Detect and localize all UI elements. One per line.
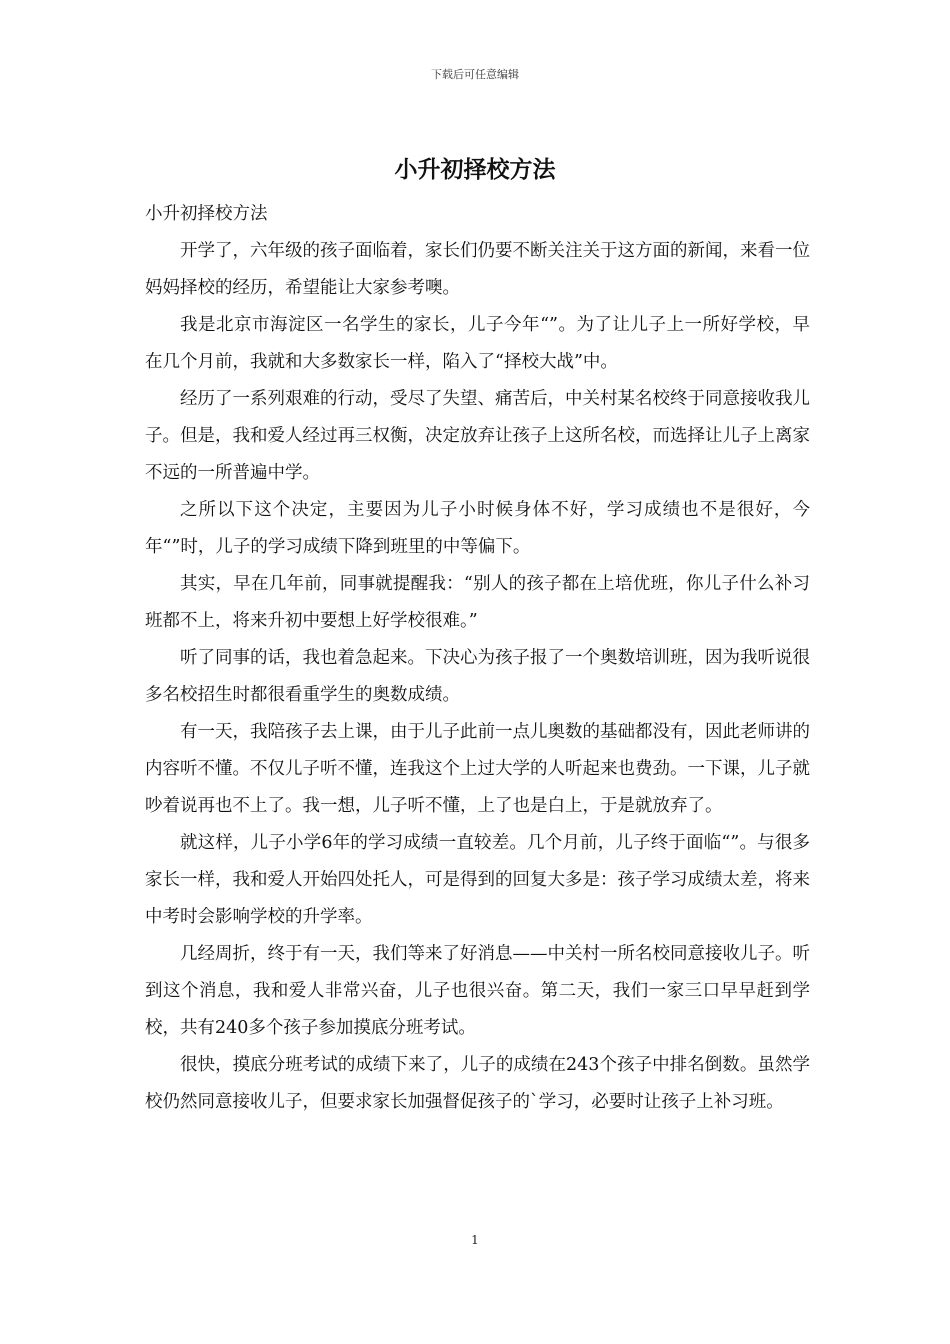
paragraph: 很快，摸底分班考试的成绩下来了，儿子的成绩在243个孩子中排名倒数。虽然学校仍然同意接收儿子，但要求家长加强督促孩子的`学习，必要时让孩子上补习班。	[145, 1055, 810, 1112]
paragraph: 就这样，儿子小学6年的学习成绩一直较差。几个月前，儿子终于面临“”。与很多家长一样，我和爱人开始四处托人，可是得到的回复大多是：孩子学习成绩太差，将来中考时会影响学校的升学率。	[145, 833, 810, 927]
paragraph: 其实，早在几年前，同事就提醒我：“别人的孩子都在上培优班，你儿子什么补习班都不上，将来升初中要想上好学校很难。”	[145, 574, 810, 631]
paragraph: 开学了，六年级的孩子面临着，家长们仍要不断关注关于这方面的新闻，来看一位妈妈择校的经历，希望能让大家参考噢。	[145, 241, 810, 298]
paragraph: 经历了一系列艰难的行动，受尽了失望、痛苦后，中关村某名校终于同意接收我儿子。但是，我和爱人经过再三权衡，决定放弃让孩子上这所名校，而选择让儿子上离家不远的一所普遍中学。	[145, 389, 810, 483]
header-note: 下载后可任意编辑	[431, 68, 519, 81]
paragraph: 听了同事的话，我也着急起来。下决心为孩子报了一个奥数培训班，因为我听说很多名校招生时都很看重学生的奥数成绩。	[145, 648, 810, 705]
paragraph: 有一天，我陪孩子去上课，由于儿子此前一点儿奥数的基础都没有，因此老师讲的内容听不懂。不仅儿子听不懂，连我这个上过大学的人听起来也费劲。一下课，儿子就吵着说再也不上了。我一想，儿子听不懂，上了也是白上，于是就放弃了。	[145, 722, 810, 816]
document-title: 小升初择校方法	[394, 156, 556, 183]
paragraph: 之所以下这个决定，主要因为儿子小时候身体不好，学习成绩也不是很好，今年“”时，儿子的学习成绩下降到班里的中等偏下。	[145, 500, 810, 557]
paragraph: 我是北京市海淀区一名学生的家长，儿子今年“”。为了让儿子上一所好学校，早在几个月前，我就和大多数家长一样，陷入了“择校大战”中。	[145, 315, 810, 372]
paragraph: 几经周折，终于有一天，我们等来了好消息——中关村一所名校同意接收儿子。听到这个消息，我和爱人非常兴奋，儿子也很兴奋。第二天，我们一家三口早早赶到学校，共有240多个孩子参加摸底分班考试。	[145, 944, 810, 1038]
document-body	[145, 196, 810, 1121]
document-subtitle: 小升初择校方法	[145, 204, 268, 224]
page-number: 1	[471, 1233, 479, 1247]
